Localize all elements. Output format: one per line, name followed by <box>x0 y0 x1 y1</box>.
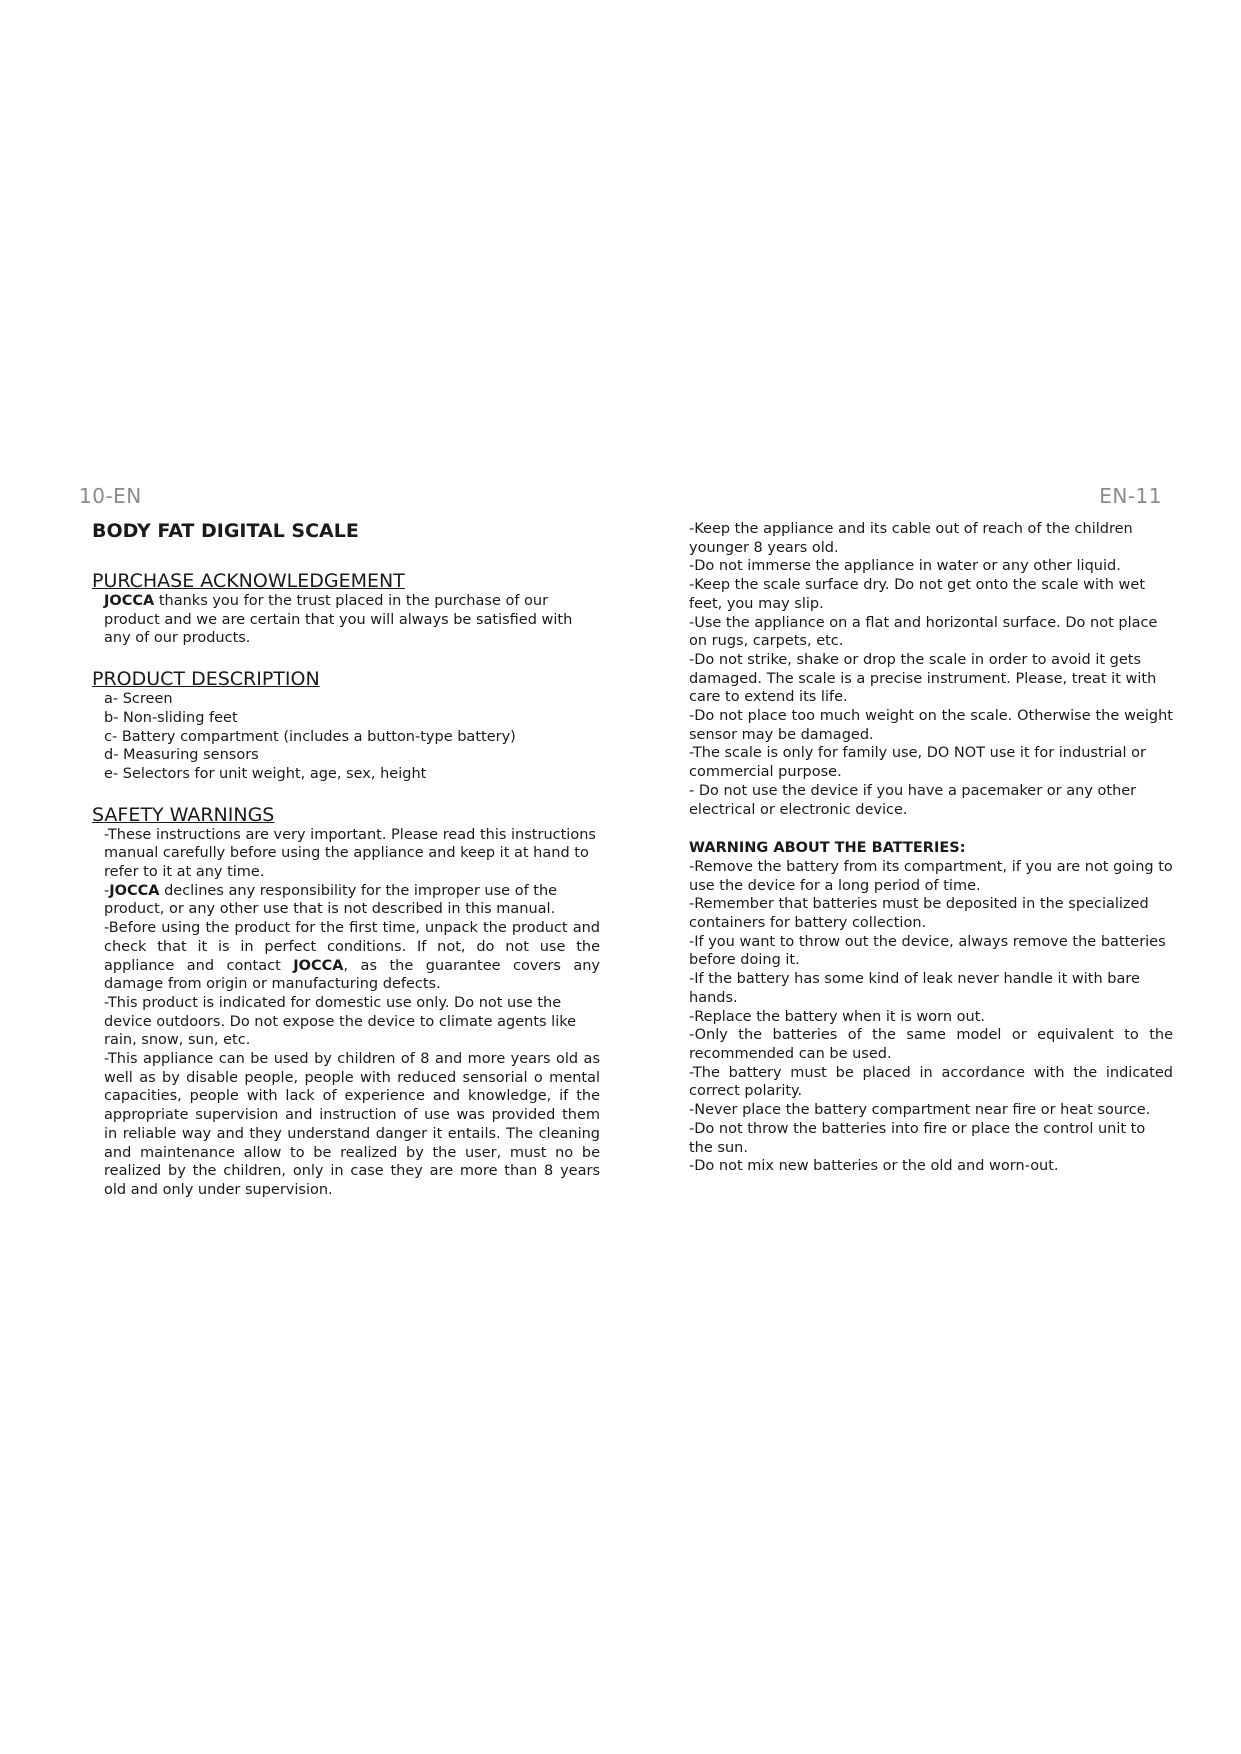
battery-item: -If you want to throw out the device, always remove the batteries before doing it. <box>689 933 1166 969</box>
list-item: e- Selectors for unit weight, age, sex, height <box>104 765 427 782</box>
brand-name: JOCCA <box>104 593 155 609</box>
safety-body <box>92 826 600 1200</box>
left-column <box>92 520 600 1220</box>
battery-item: -Only the batteries of the same model or equivalent to the recommended can be used. <box>689 1027 1173 1062</box>
battery-item: -Never place the battery compartment near fire or heat source. <box>689 1102 1151 1119</box>
safety-dash: - <box>104 882 110 899</box>
description-section <box>92 668 600 784</box>
batteries-heading: WARNING ABOUT THE BATTERIES: <box>689 840 966 857</box>
safety-text: , as the guarantee covers any damage from origin or manufacturing defects. <box>104 957 600 993</box>
battery-item: -The battery must be placed in accordance with the indicated correct polarity. <box>689 1064 1173 1100</box>
warning-item: -Do not place too much weight on the scale. Otherwise the weight sensor may be damaged. <box>689 708 1173 743</box>
safety-text: declines any responsibility for the improper use of the product, or any other use that is not described in this manual. <box>104 882 558 918</box>
list-item: a- Screen <box>104 691 173 708</box>
safety-paragraph: -These instructions are very important. Please read this instructions manual carefully before using the appliance and keep it at hand to refer to it at any time. <box>104 826 596 881</box>
battery-item: -Do not throw the batteries into fire or place the control unit to the sun. <box>689 1120 1146 1156</box>
warning-item: -Do not immerse the appliance in water or any other liquid. <box>689 558 1121 575</box>
warning-item: - Do not use the device if you have a pacemaker or any other electrical or electronic device. <box>689 782 1137 818</box>
batteries-list <box>689 858 1173 1176</box>
page-number-right: EN-11 <box>1099 484 1162 508</box>
safety-text: -Before using the product for the first time, unpack the product and check that it is in perfect conditions. If not, do not use the appliance and contact <box>104 920 600 974</box>
purchase-text <box>104 592 600 648</box>
warning-item: -Do not strike, shake or drop the scale in order to avoid it gets damaged. The scale is a precise instrument. Please, treat it with care to extend its life. <box>689 651 1157 706</box>
purchase-text-content: thanks you for the trust placed in the purchase of our product and we are certain that you will always be satisfied with any of our products. <box>104 593 573 647</box>
list-item: d- Measuring sensors <box>104 747 259 764</box>
battery-item: -If the battery has some kind of leak never handle it with bare hands. <box>689 971 1140 1006</box>
battery-item: -Replace the battery when it is worn out. <box>689 1008 986 1025</box>
purchase-body <box>92 592 600 648</box>
safety-paragraph: -This appliance can be used by children of 8 and more years old as well as by disable people, people with reduced sensorial o mental capacities, people with lack of experience and knowledge, if the appropriate supervision and instruction of use was provided them in reliable way and they understand danger it entails. The cleaning and maintenance allow to be realized by the user, must no be realized by the children, only in case they are more than 8 years old and only under supervision. <box>104 1051 600 1198</box>
warning-item: -The scale is only for family use, DO NOT use it for industrial or commercial purpose. <box>689 745 1146 781</box>
warning-item: -Keep the appliance and its cable out of reach of the children younger 8 years old. <box>689 521 1133 556</box>
battery-item: -Remember that batteries must be deposited in the specialized containers for battery collection. <box>689 896 1149 932</box>
warnings-list <box>689 520 1173 819</box>
purchase-section <box>92 570 600 648</box>
safety-heading: SAFETY WARNINGS <box>92 803 275 826</box>
safety-paragraph: -This product is indicated for domestic use only. Do not use the device outdoors. Do not expose the device to climate agents like rain, snow, sun, etc. <box>104 994 577 1049</box>
warning-item: -Keep the scale surface dry. Do not get onto the scale with wet feet, you may slip. <box>689 577 1146 612</box>
list-item: c- Battery compartment (includes a button-type battery) <box>104 728 516 745</box>
safety-paragraph <box>104 919 600 994</box>
description-heading: PRODUCT DESCRIPTION <box>92 668 320 691</box>
purchase-heading: PURCHASE ACKNOWLEDGEMENT <box>92 570 405 592</box>
brand-name: JOCCA <box>109 882 160 899</box>
battery-item: -Remove the battery from its compartment, if you are not going to use the device for a long period of time. <box>689 858 1173 894</box>
safety-section <box>92 804 600 1200</box>
document-title: BODY FAT DIGITAL SCALE <box>92 520 359 542</box>
page-number-left: 10-EN <box>79 484 142 508</box>
description-list <box>104 690 600 784</box>
battery-item: -Do not mix new batteries or the old and worn-out. <box>689 1158 1059 1175</box>
brand-name: JOCCA <box>293 957 344 974</box>
warning-item: -Use the appliance on a flat and horizontal surface. Do not place on rugs, carpets, etc. <box>689 614 1158 650</box>
right-column <box>689 520 1173 1176</box>
safety-paragraph <box>104 882 600 919</box>
description-body <box>92 690 600 784</box>
list-item: b- Non-sliding feet <box>104 709 238 726</box>
